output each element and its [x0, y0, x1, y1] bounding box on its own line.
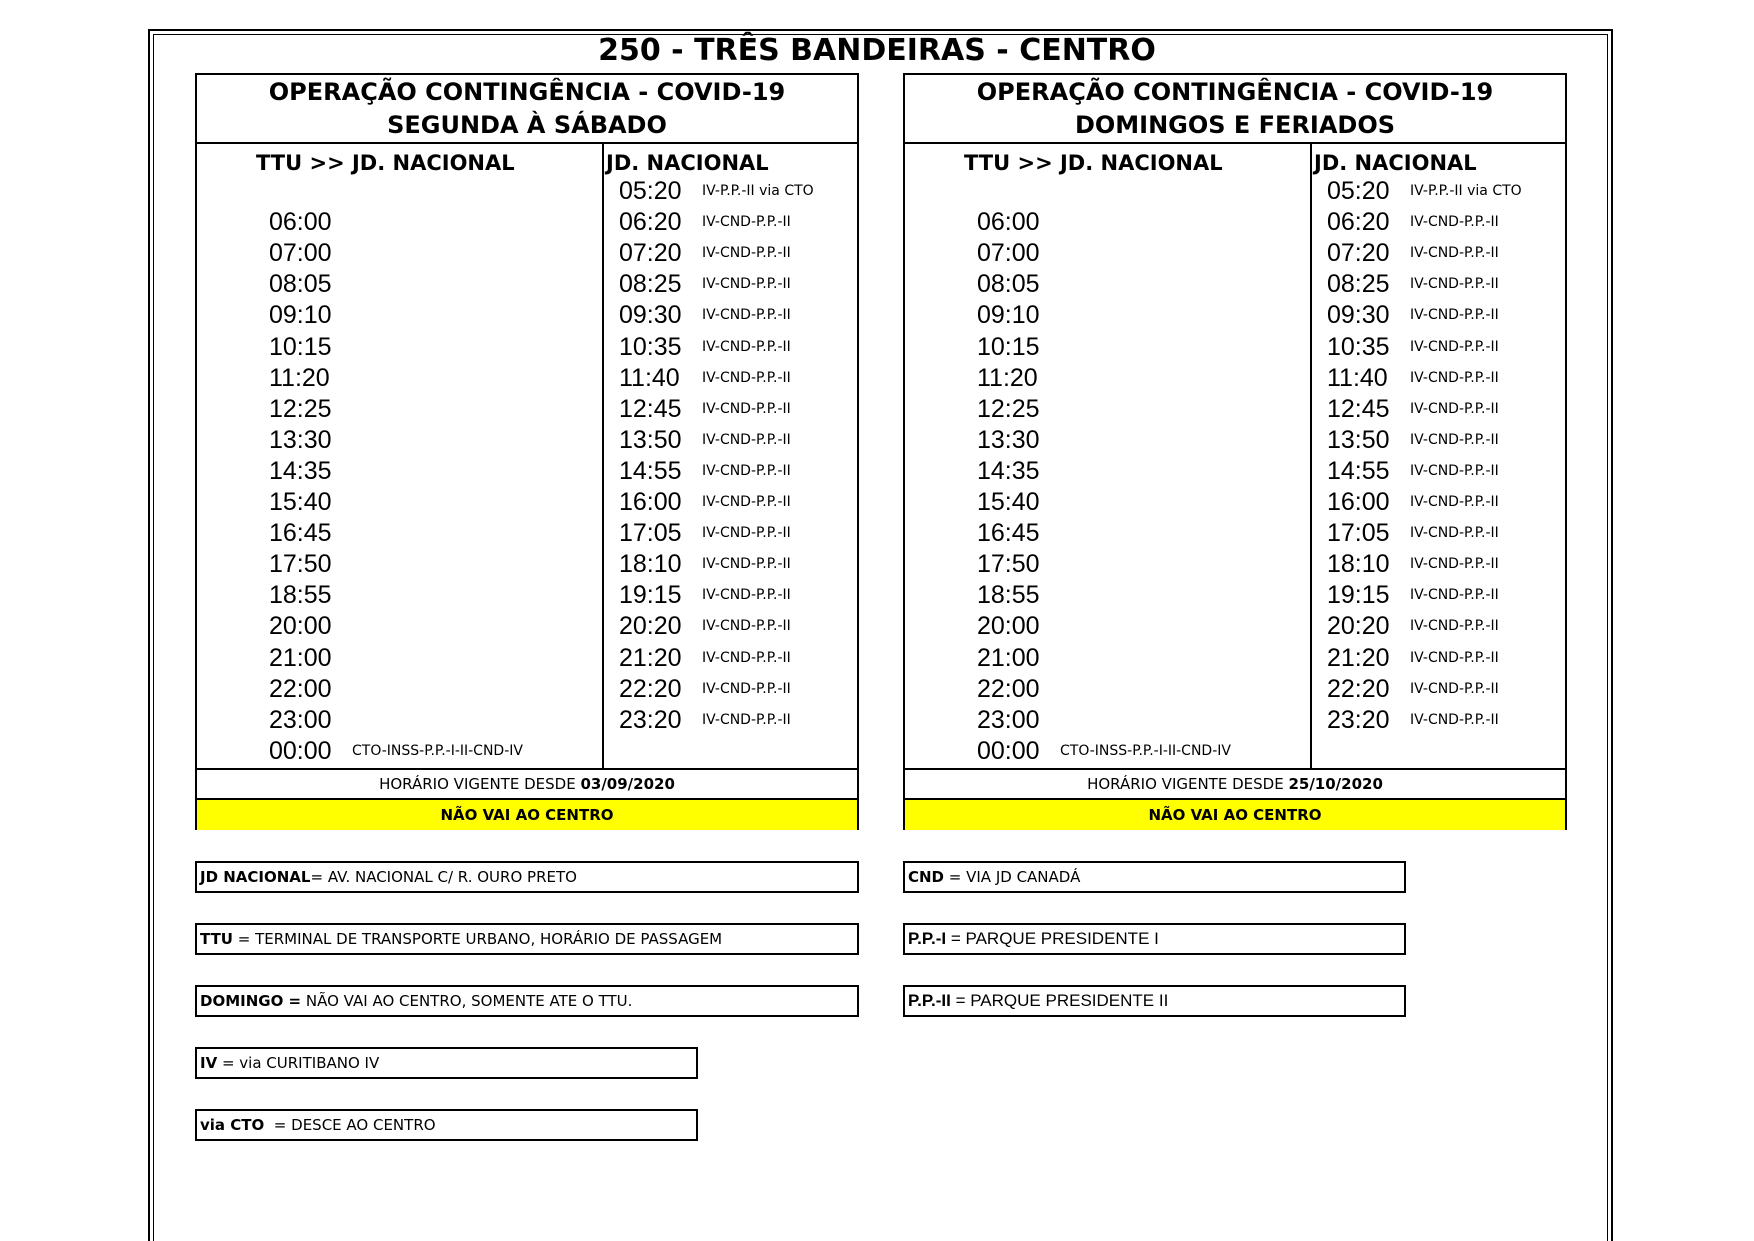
departure-route-note: IV-CND-P.P.-II	[702, 494, 791, 510]
panel-header	[905, 75, 1565, 144]
departure-time: 13:50	[619, 425, 682, 454]
departure-time: 10:35	[619, 332, 682, 361]
departure-route-note: IV-CND-P.P.-II	[702, 431, 791, 448]
departure-time: 16:45	[269, 519, 332, 548]
departure-time: 06:00	[269, 208, 332, 237]
legend-key: TTU	[200, 930, 233, 948]
legend-text: = via CURITIBANO IV	[217, 1054, 380, 1072]
departure-route-note: CTO-INSS-P.P.-I-II-CND-IV	[352, 742, 523, 759]
departure-time: 07:20	[1327, 239, 1390, 268]
departure-time: 00:00	[977, 736, 1040, 765]
departure-route-note: IV-CND-P.P.-II	[702, 525, 791, 542]
departure-time: 22:20	[619, 674, 682, 703]
departure-route-note: IV-CND-P.P.-II	[702, 711, 791, 728]
legend-text: NÃO VAI AO CENTRO, SOMENTE ATE O TTU.	[301, 992, 633, 1010]
departure-route-note: IV-CND-P.P.-II	[1410, 276, 1499, 293]
departure-route-note: CTO-INSS-P.P.-I-II-CND-IV	[1060, 742, 1231, 759]
departure-time: 05:20	[619, 177, 682, 205]
departure-route-note: IV-CND-P.P.-II	[1410, 556, 1499, 573]
legend-pp-ii	[903, 985, 1406, 1017]
departure-time: 07:00	[269, 239, 332, 268]
departure-time: 10:15	[269, 332, 332, 361]
departure-time: 20:00	[269, 612, 332, 641]
departure-time: 18:55	[977, 581, 1040, 610]
legend-key: DOMINGO =	[200, 992, 302, 1010]
departure-time: 23:00	[269, 705, 332, 734]
departure-route-note: IV-CND-P.P.-II	[1410, 400, 1499, 417]
departure-time: 15:40	[269, 488, 332, 516]
departure-time: 22:20	[1327, 674, 1390, 703]
departure-route-note: IV-CND-P.P.-II	[702, 587, 791, 604]
departure-route-note: IV-CND-P.P.-II	[702, 369, 791, 386]
departure-route-note: IV-P.P.-II via CTO	[702, 183, 814, 199]
departure-route-note: IV-P.P.-II via CTO	[1410, 183, 1522, 199]
legend-key: IV	[200, 1054, 218, 1072]
schedule-panel-weekdays	[195, 73, 859, 830]
departure-time: 12:45	[1327, 394, 1390, 423]
departure-time: 06:00	[977, 208, 1040, 237]
legend-iv	[195, 1047, 698, 1079]
legend-jd-nacional	[195, 861, 859, 893]
departure-time: 14:55	[619, 456, 682, 485]
departure-time: 17:05	[619, 519, 682, 548]
departure-time: 11:20	[269, 363, 330, 392]
departure-time: 12:45	[619, 394, 682, 423]
departure-time: 06:20	[619, 208, 682, 237]
departure-route-note: IV-CND-P.P.-II	[1410, 431, 1499, 448]
legend-pp-i	[903, 923, 1406, 955]
departure-time: 05:20	[1327, 177, 1390, 205]
departure-time: 12:25	[269, 394, 332, 423]
valid-since-row	[905, 768, 1565, 798]
departure-time: 10:15	[977, 332, 1040, 361]
departure-time: 09:30	[1327, 301, 1390, 330]
legend-key: P.P.-I	[908, 929, 947, 948]
departure-route-note: IV-CND-P.P.-II	[1410, 649, 1499, 666]
legend-text: = PARQUE PRESIDENTE II	[950, 991, 1169, 1010]
departure-time: 22:00	[269, 674, 332, 703]
departure-time: 07:00	[977, 239, 1040, 268]
departure-route-note: IV-CND-P.P.-II	[1410, 525, 1499, 542]
legend-key: JD NACIONAL	[200, 868, 311, 886]
panel-header-line1: OPERAÇÃO CONTINGÊNCIA - COVID-19	[976, 78, 1494, 106]
departure-route-note: IV-CND-P.P.-II	[702, 307, 791, 324]
column-divider	[1310, 144, 1312, 768]
departure-time: 16:00	[1327, 488, 1390, 516]
panel-header-line2: DOMINGOS E FERIADOS	[1074, 111, 1396, 139]
column-title-jd-nacional: JD. NACIONAL	[606, 151, 769, 175]
departure-time: 10:35	[1327, 332, 1390, 361]
departure-route-note: IV-CND-P.P.-II	[702, 462, 791, 479]
legend-text: = TERMINAL DE TRANSPORTE URBANO, HORÁRIO DE PASSAGEM	[233, 930, 723, 948]
legend-text: = DESCE AO CENTRO	[264, 1116, 436, 1134]
legend-key: P.P.-II	[908, 991, 951, 1010]
not-to-center-banner: NÃO VAI AO CENTRO	[197, 798, 857, 830]
departure-time: 08:25	[1327, 270, 1390, 299]
legend-via-cto	[195, 1109, 698, 1141]
departure-time: 23:20	[1327, 705, 1390, 734]
departure-route-note: IV-CND-P.P.-II	[702, 400, 791, 417]
departure-time: 09:10	[269, 301, 332, 330]
departure-route-note: IV-CND-P.P.-II	[1410, 494, 1499, 510]
legend-key: via CTO	[200, 1116, 265, 1134]
departure-time: 20:00	[977, 612, 1040, 641]
column-title-ttu: TTU >> JD. NACIONAL	[256, 151, 515, 175]
departure-route-note: IV-CND-P.P.-II	[702, 556, 791, 573]
valid-since-label: HORÁRIO VIGENTE DESDE	[379, 775, 576, 793]
departure-time: 23:20	[619, 705, 682, 734]
departure-time: 23:00	[977, 705, 1040, 734]
departure-time: 17:05	[1327, 519, 1390, 548]
departure-time: 14:55	[1327, 456, 1390, 485]
departure-time: 13:30	[977, 425, 1040, 454]
departure-route-note: IV-CND-P.P.-II	[702, 338, 791, 355]
departure-time: 18:10	[619, 550, 682, 579]
column-title-jd-nacional: JD. NACIONAL	[1314, 151, 1477, 175]
departure-time: 13:50	[1327, 425, 1390, 454]
departure-route-note: IV-CND-P.P.-II	[1410, 369, 1499, 386]
departure-route-note: IV-CND-P.P.-II	[1410, 214, 1499, 231]
departure-time: 17:50	[977, 550, 1040, 579]
departure-route-note: IV-CND-P.P.-II	[1410, 307, 1499, 324]
departure-route-note: IV-CND-P.P.-II	[1410, 680, 1499, 697]
departure-route-note: IV-CND-P.P.-II	[702, 680, 791, 697]
departure-time: 20:20	[1327, 612, 1390, 641]
legend-text: = VIA JD CANADÁ	[944, 868, 1081, 886]
departure-time: 16:00	[619, 488, 682, 516]
departure-time: 21:00	[269, 643, 332, 672]
legend-domingo	[195, 985, 859, 1017]
departure-time: 08:25	[619, 270, 682, 299]
departure-time: 07:20	[619, 239, 682, 268]
legend-ttu	[195, 923, 859, 955]
schedule-panel-sundays	[903, 73, 1567, 830]
departure-time: 18:10	[1327, 550, 1390, 579]
departure-time: 19:15	[1327, 581, 1390, 610]
valid-since-date: 03/09/2020	[580, 775, 675, 793]
departure-time: 00:00	[269, 736, 332, 765]
departure-route-note: IV-CND-P.P.-II	[702, 649, 791, 666]
valid-since-row	[197, 768, 857, 798]
departure-time: 11:40	[619, 363, 680, 392]
legend-text: = AV. NACIONAL C/ R. OURO PRETO	[310, 868, 577, 886]
departure-time: 09:10	[977, 301, 1040, 330]
legend-text: = PARQUE PRESIDENTE I	[946, 929, 1159, 948]
departure-time: 08:05	[269, 270, 332, 299]
not-to-center-banner: NÃO VAI AO CENTRO	[905, 798, 1565, 830]
departure-time: 21:00	[977, 643, 1040, 672]
valid-since-label: HORÁRIO VIGENTE DESDE	[1087, 775, 1284, 793]
valid-since-date: 25/10/2020	[1288, 775, 1383, 793]
departure-time: 15:40	[977, 488, 1040, 516]
departure-route-note: IV-CND-P.P.-II	[1410, 711, 1499, 728]
panel-header-line1: OPERAÇÃO CONTINGÊNCIA - COVID-19	[268, 78, 786, 106]
departure-time: 09:30	[619, 301, 682, 330]
panel-header	[197, 75, 857, 144]
departure-time: 11:20	[977, 363, 1038, 392]
legend-cnd	[903, 861, 1406, 893]
departure-route-note: IV-CND-P.P.-II	[1410, 587, 1499, 604]
departure-route-note: IV-CND-P.P.-II	[1410, 618, 1499, 635]
departure-time: 21:20	[1327, 643, 1390, 672]
departure-route-note: IV-CND-P.P.-II	[1410, 462, 1499, 479]
column-divider	[602, 144, 604, 768]
departure-time: 19:15	[619, 581, 682, 610]
legend-key: CND	[908, 868, 945, 886]
departure-route-note: IV-CND-P.P.-II	[702, 618, 791, 635]
departure-time: 12:25	[977, 394, 1040, 423]
departure-route-note: IV-CND-P.P.-II	[702, 214, 791, 231]
departure-time: 18:55	[269, 581, 332, 610]
departure-time: 20:20	[619, 612, 682, 641]
departure-time: 06:20	[1327, 208, 1390, 237]
departure-time: 22:00	[977, 674, 1040, 703]
departure-time: 16:45	[977, 519, 1040, 548]
departure-time: 13:30	[269, 425, 332, 454]
departure-route-note: IV-CND-P.P.-II	[702, 276, 791, 293]
departure-time: 17:50	[269, 550, 332, 579]
column-title-ttu: TTU >> JD. NACIONAL	[964, 151, 1223, 175]
departure-route-note: IV-CND-P.P.-II	[1410, 245, 1499, 262]
departure-time: 21:20	[619, 643, 682, 672]
departure-route-note: IV-CND-P.P.-II	[1410, 338, 1499, 355]
departure-time: 11:40	[1327, 363, 1388, 392]
departure-time: 08:05	[977, 270, 1040, 299]
panel-header-line2: SEGUNDA À SÁBADO	[387, 111, 667, 139]
page-title: 250 - TRÊS BANDEIRAS - CENTRO	[598, 33, 1156, 68]
departure-time: 14:35	[977, 456, 1040, 485]
departure-route-note: IV-CND-P.P.-II	[702, 245, 791, 262]
departure-time: 14:35	[269, 456, 332, 485]
